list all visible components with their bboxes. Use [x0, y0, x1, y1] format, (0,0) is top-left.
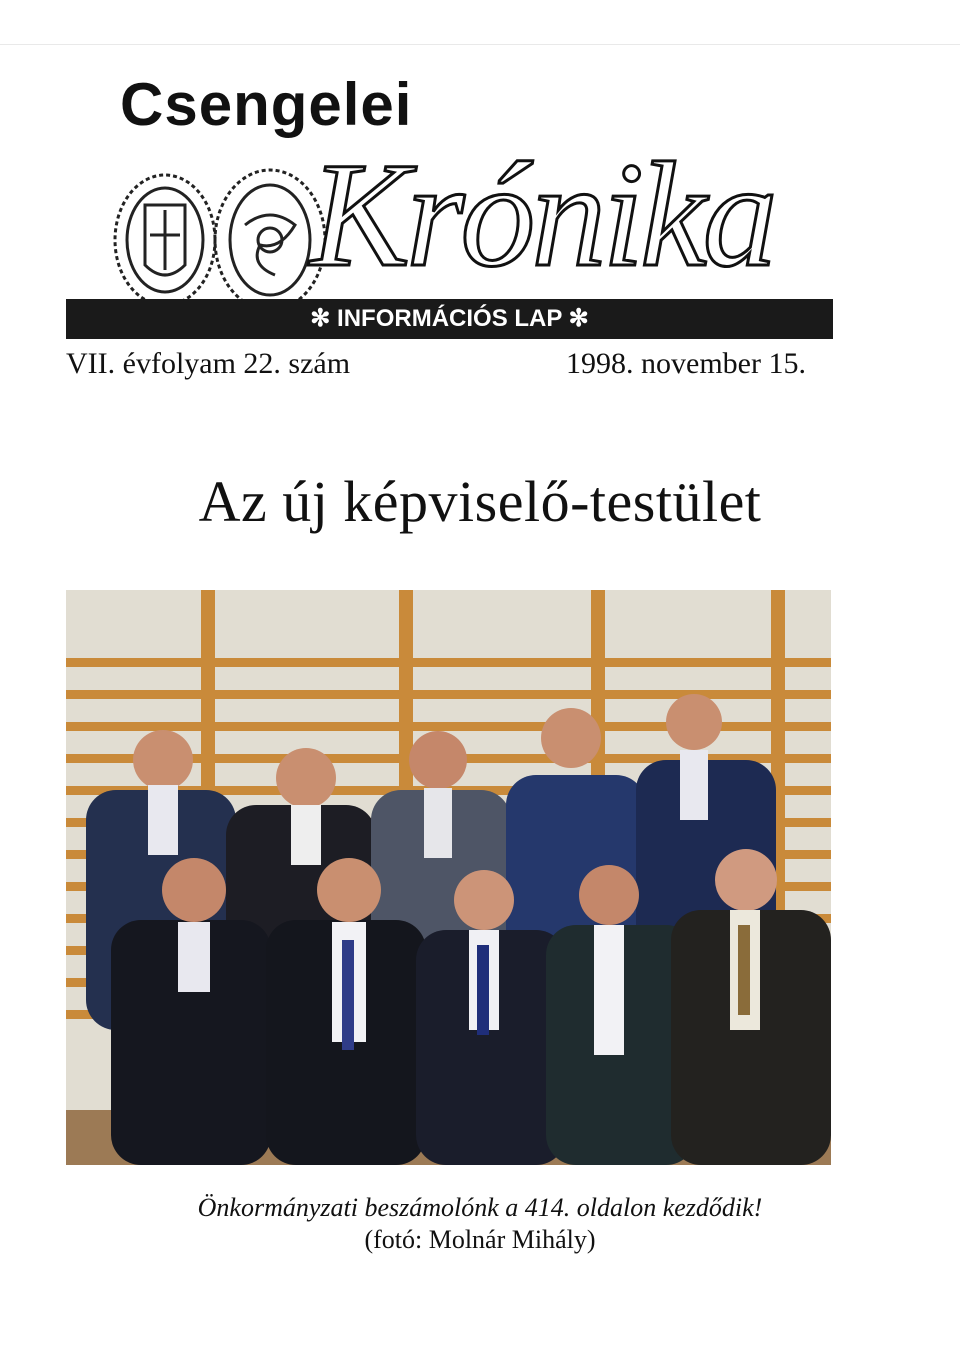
- headline: Az új képviselő-testület: [198, 469, 762, 534]
- info-banner: ✻ INFORMÁCIÓS LAP ✻: [66, 299, 833, 339]
- photo-caption: Önkormányzati beszámolónk a 414. oldalon kezdődik!: [197, 1193, 763, 1222]
- page-top-edge: [0, 0, 960, 45]
- masthead: [110, 60, 810, 298]
- group-photo: [66, 590, 831, 1165]
- seated-row: [111, 849, 831, 1165]
- group-photo-illustration: [66, 590, 831, 1165]
- masthead-title-main: Krónika: [310, 132, 774, 298]
- masthead-title-top: Csengelei: [120, 71, 413, 138]
- photo-credit: (fotó: Molnár Mihály): [364, 1225, 596, 1254]
- issue-date: 1998. november 15.: [566, 347, 806, 380]
- issue-volume: VII. évfolyam 22. szám: [66, 347, 351, 380]
